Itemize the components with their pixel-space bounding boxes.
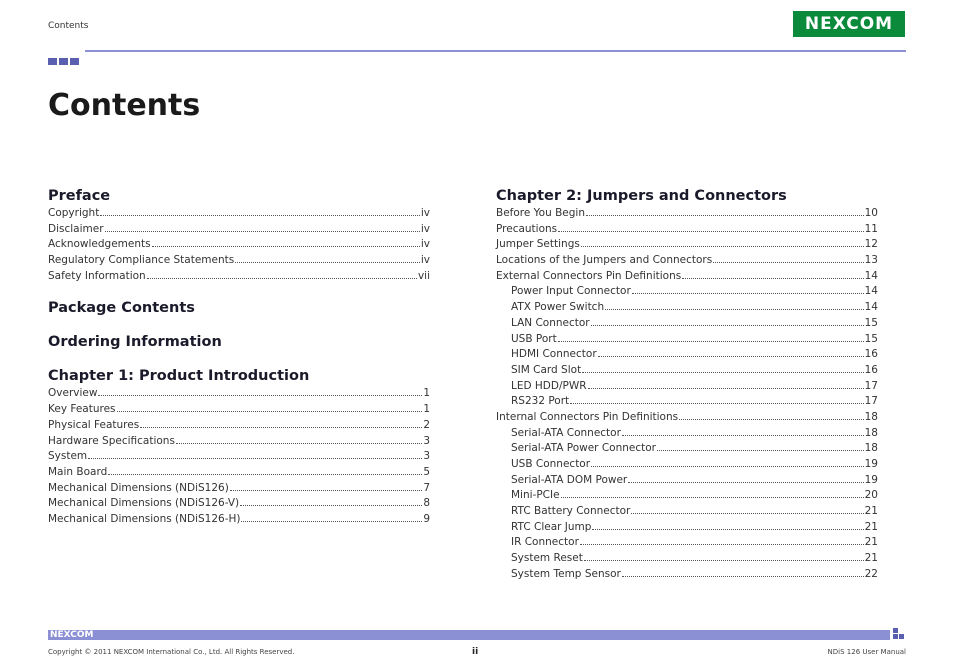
toc-entry[interactable] bbox=[496, 473, 878, 489]
toc-entry-page: 14 bbox=[864, 269, 878, 282]
toc-entry-title: Hardware Specifications bbox=[48, 434, 175, 447]
toc-entry[interactable] bbox=[48, 206, 430, 222]
toc-entry-title: Serial-ATA Connector bbox=[511, 426, 621, 439]
toc-list bbox=[48, 206, 430, 284]
toc-entry-page: 22 bbox=[864, 567, 878, 580]
toc-entry-title: Safety Information bbox=[48, 269, 146, 282]
dot-leader bbox=[88, 452, 422, 459]
toc-entry-title: External Connectors Pin Definitions bbox=[496, 269, 682, 282]
toc-entry[interactable] bbox=[48, 222, 430, 238]
toc-entry-title: USB Connector bbox=[511, 458, 591, 470]
dot-leader bbox=[140, 421, 422, 428]
toc-entry[interactable] bbox=[496, 535, 878, 551]
toc-entry-page: iv bbox=[420, 207, 430, 219]
toc-entry[interactable] bbox=[496, 426, 878, 442]
dot-leader bbox=[713, 256, 863, 263]
toc-entry[interactable] bbox=[496, 394, 878, 410]
toc-entry[interactable] bbox=[496, 551, 878, 567]
dot-leader bbox=[622, 570, 864, 577]
toc-entry[interactable] bbox=[496, 363, 878, 379]
toc-entry-title: Precautions bbox=[496, 222, 558, 235]
toc-entry-title: ATX Power Switch bbox=[511, 301, 605, 314]
toc-list bbox=[496, 206, 878, 583]
toc-entry[interactable] bbox=[496, 379, 878, 395]
dot-leader bbox=[679, 413, 864, 420]
toc-entry-page: 10 bbox=[864, 207, 878, 219]
toc-entry[interactable] bbox=[48, 481, 430, 497]
toc-entry-title: Mechanical Dimensions (NDiS126-H) bbox=[48, 512, 241, 525]
toc-entry-title: LED HDD/PWR bbox=[511, 379, 587, 392]
toc-entry[interactable] bbox=[48, 449, 430, 465]
toc-entry-title: HDMI Connector bbox=[511, 348, 597, 361]
toc-entry[interactable] bbox=[496, 269, 878, 285]
footer-bar bbox=[48, 630, 890, 640]
dot-leader bbox=[628, 476, 863, 483]
toc-entry-title: Mini-PCIe bbox=[511, 489, 560, 502]
toc-entry-page: 3 bbox=[423, 434, 430, 447]
toc-entry[interactable] bbox=[496, 347, 878, 363]
dot-leader bbox=[105, 225, 420, 232]
toc-entry-title: Key Features bbox=[48, 403, 116, 416]
toc-entry[interactable] bbox=[496, 520, 878, 536]
header-squares bbox=[48, 50, 81, 69]
toc-entry[interactable] bbox=[496, 316, 878, 332]
dot-leader bbox=[100, 209, 420, 216]
toc-entry-title: Acknowledgements bbox=[48, 238, 151, 251]
toc-entry-title: Locations of the Jumpers and Connectors bbox=[496, 254, 713, 267]
toc-entry-title: LAN Connector bbox=[511, 316, 590, 329]
toc-entry[interactable] bbox=[496, 567, 878, 583]
dot-leader bbox=[682, 272, 863, 279]
toc-entry-title: SIM Card Slot bbox=[511, 363, 582, 376]
toc-entry[interactable] bbox=[48, 512, 430, 528]
section-heading: Ordering Information bbox=[48, 334, 222, 351]
dot-leader bbox=[235, 256, 420, 263]
toc-entry[interactable] bbox=[48, 465, 430, 481]
toc-entry-page: 2 bbox=[423, 418, 430, 431]
header-section-label: Contents bbox=[48, 21, 89, 31]
toc-entry[interactable] bbox=[48, 496, 430, 512]
toc-entry-page: 21 bbox=[864, 520, 878, 533]
toc-left-column bbox=[48, 186, 430, 528]
toc-entry-page: 15 bbox=[864, 316, 878, 329]
toc-entry-page: iv bbox=[420, 254, 430, 267]
dot-leader bbox=[591, 460, 864, 467]
toc-entry[interactable] bbox=[496, 332, 878, 348]
dot-leader bbox=[591, 319, 864, 326]
toc-entry-title: Jumper Settings bbox=[496, 238, 580, 251]
dot-leader bbox=[561, 492, 864, 499]
toc-entry-page: 17 bbox=[864, 379, 878, 392]
toc-entry-title: System Temp Sensor bbox=[511, 567, 621, 580]
toc-entry-title: Before You Begin bbox=[496, 207, 586, 219]
toc-entry[interactable] bbox=[496, 441, 878, 457]
toc-entry-page: iv bbox=[420, 222, 430, 235]
toc-entry-page: 21 bbox=[864, 552, 878, 565]
toc-entry-title: Disclaimer bbox=[48, 222, 104, 235]
toc-entry[interactable] bbox=[496, 222, 878, 238]
toc-entry-page: 16 bbox=[864, 348, 878, 361]
section-heading: Preface bbox=[48, 188, 111, 204]
toc-entry-page: 14 bbox=[864, 285, 878, 298]
section-heading: Chapter 2: Jumpers and Connectors bbox=[496, 188, 787, 204]
toc-entry-page: 18 bbox=[864, 410, 878, 423]
toc-entry[interactable] bbox=[48, 386, 430, 402]
toc-entry-page: iv bbox=[420, 238, 430, 251]
dot-leader bbox=[588, 382, 864, 389]
dot-leader bbox=[147, 272, 417, 279]
toc-entry-title: Overview bbox=[48, 387, 98, 400]
dot-leader bbox=[152, 241, 420, 248]
dot-leader bbox=[108, 468, 422, 475]
toc-entry-title: Copyright bbox=[48, 207, 100, 219]
toc-entry[interactable] bbox=[496, 237, 878, 253]
toc-entry-page: 19 bbox=[864, 458, 878, 470]
dot-leader bbox=[241, 515, 422, 522]
toc-entry[interactable] bbox=[496, 410, 878, 426]
dot-leader bbox=[581, 241, 864, 248]
toc-entry-page: 12 bbox=[864, 238, 878, 251]
dot-leader bbox=[558, 335, 864, 342]
toc-entry-page: 11 bbox=[864, 222, 878, 235]
dot-leader bbox=[584, 554, 864, 561]
toc-entry-page: 17 bbox=[864, 395, 878, 408]
header-rule bbox=[85, 50, 906, 52]
dot-leader bbox=[558, 225, 863, 232]
section-heading: Chapter 1: Product Introduction bbox=[48, 368, 310, 385]
toc-entry-page: 19 bbox=[864, 473, 878, 486]
toc-entry-title: Power Input Connector bbox=[511, 285, 631, 298]
dot-leader bbox=[657, 445, 864, 452]
footer-logo: NEXCOM bbox=[50, 630, 94, 640]
nexcom-logo: NEXCOM bbox=[793, 11, 905, 37]
toc-entry[interactable] bbox=[48, 418, 430, 434]
dot-leader bbox=[605, 303, 864, 310]
toc-entry[interactable] bbox=[496, 504, 878, 520]
toc-entry-title: System Reset bbox=[511, 552, 583, 565]
toc-entry-page: 16 bbox=[864, 363, 878, 376]
toc-entry-title: IR Connector bbox=[511, 536, 579, 549]
dot-leader bbox=[582, 366, 863, 373]
toc-entry[interactable] bbox=[496, 488, 878, 504]
toc-entry-title: USB Port bbox=[511, 332, 557, 345]
toc-entry-page: 14 bbox=[864, 301, 878, 314]
toc-entry-page: 18 bbox=[864, 442, 878, 455]
toc-entry-page: 8 bbox=[423, 497, 430, 510]
toc-entry[interactable] bbox=[496, 284, 878, 300]
toc-entry-title: RS232 Port bbox=[511, 395, 570, 408]
toc-entry[interactable] bbox=[48, 434, 430, 450]
toc-entry-page: 3 bbox=[423, 450, 430, 463]
toc-entry[interactable] bbox=[48, 237, 430, 253]
page-title: Contents bbox=[48, 88, 201, 123]
section-heading: Package Contents bbox=[48, 300, 195, 317]
toc-entry-title: Regulatory Compliance Statements bbox=[48, 254, 235, 267]
toc-entry[interactable] bbox=[496, 457, 878, 473]
toc-entry-page: 1 bbox=[423, 403, 430, 416]
dot-leader bbox=[631, 507, 863, 514]
dot-leader bbox=[592, 523, 863, 530]
toc-entry-page: 7 bbox=[423, 481, 430, 494]
toc-entry[interactable] bbox=[48, 402, 430, 418]
dot-leader bbox=[580, 539, 864, 546]
toc-entry-title: Mechanical Dimensions (NDiS126) bbox=[48, 481, 229, 494]
dot-leader bbox=[632, 288, 864, 295]
toc-entry-page: 1 bbox=[423, 387, 430, 400]
dot-leader bbox=[598, 350, 864, 357]
toc-entry-page: 20 bbox=[864, 489, 878, 502]
dot-leader bbox=[98, 390, 422, 397]
toc-entry[interactable] bbox=[496, 206, 878, 222]
toc-entry-title: RTC Battery Connector bbox=[511, 505, 631, 518]
toc-entry-title: Internal Connectors Pin Definitions bbox=[496, 410, 679, 423]
toc-entry-page: 9 bbox=[423, 512, 430, 525]
toc-entry-title: Main Board bbox=[48, 465, 108, 478]
dot-leader bbox=[570, 397, 863, 404]
toc-entry-page: vii bbox=[417, 269, 430, 282]
toc-entry-title: RTC Clear Jump bbox=[511, 520, 592, 533]
toc-entry-page: 18 bbox=[864, 426, 878, 439]
toc-entry[interactable] bbox=[496, 300, 878, 316]
toc-right-column bbox=[496, 186, 878, 583]
dot-leader bbox=[117, 405, 423, 412]
footer-manual-title: NDiS 126 User Manual bbox=[827, 648, 906, 656]
toc-entry-page: 5 bbox=[423, 465, 430, 478]
dot-leader bbox=[240, 499, 422, 506]
toc-entry-title: System bbox=[48, 450, 88, 463]
dot-leader bbox=[230, 484, 423, 491]
dot-leader bbox=[176, 437, 422, 444]
toc-entry-title: Mechanical Dimensions (NDiS126-V) bbox=[48, 497, 240, 510]
toc-list bbox=[48, 386, 430, 527]
toc-entry-page: 15 bbox=[864, 332, 878, 345]
toc-entry[interactable] bbox=[48, 269, 430, 285]
footer-copyright: Copyright © 2011 NEXCOM International Co., Ltd. All Rights Reserved. bbox=[48, 648, 295, 656]
toc-entry-title: Physical Features bbox=[48, 418, 140, 431]
toc-entry-page: 21 bbox=[864, 505, 878, 518]
toc-entry-page: 13 bbox=[864, 254, 878, 267]
dot-leader bbox=[586, 209, 864, 216]
toc-entry-title: Serial-ATA DOM Power bbox=[511, 473, 628, 486]
footer-page-number: ii bbox=[472, 647, 479, 657]
toc-entry-title: Serial-ATA Power Connector bbox=[511, 442, 656, 455]
toc-entry-page: 21 bbox=[864, 536, 878, 549]
toc-entry[interactable] bbox=[496, 253, 878, 269]
toc-entry[interactable] bbox=[48, 253, 430, 269]
dot-leader bbox=[622, 429, 864, 436]
